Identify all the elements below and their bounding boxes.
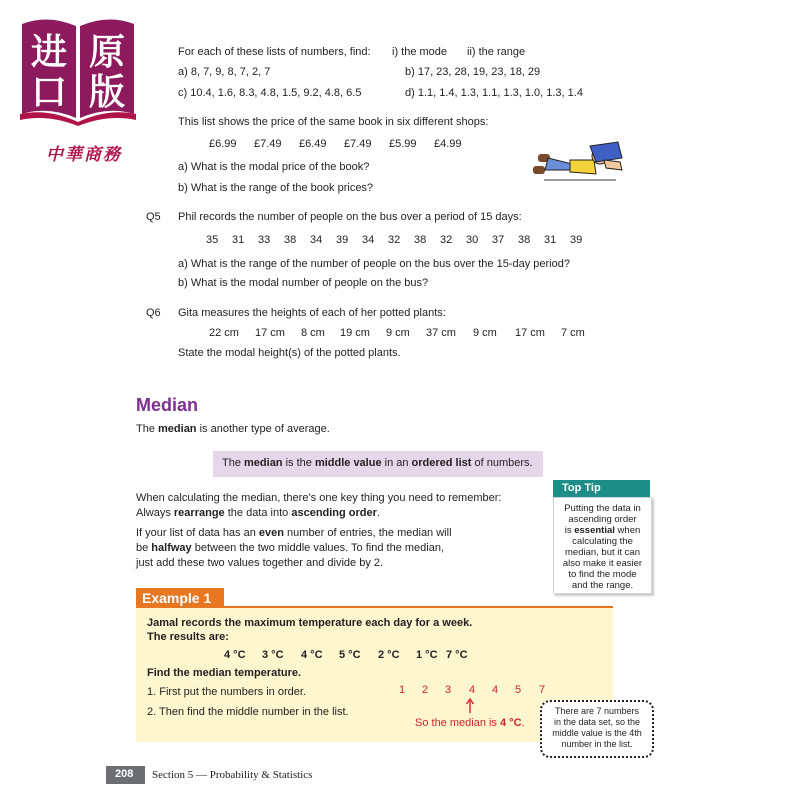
median-para2-line2 — [136, 542, 444, 554]
q6-values — [209, 327, 601, 339]
books-qa: a) What is the modal price of the book? — [178, 161, 370, 173]
value: 38 — [284, 234, 297, 246]
example-note-bubble — [540, 700, 654, 758]
value: 32 — [440, 234, 453, 246]
example-step1: 1. First put the numbers in order. — [147, 686, 306, 698]
text: The — [136, 423, 159, 435]
bold-text: rearrange — [173, 507, 225, 519]
ordered-value: 4 — [492, 684, 499, 696]
example-title: Example 1 — [142, 590, 212, 606]
q5-text: Phil records the number of people on the bus over a period of 15 days: — [178, 211, 522, 223]
example-question-line2: The results are: — [147, 631, 229, 643]
text: in an — [381, 457, 412, 469]
book-prices-list — [209, 138, 479, 150]
median-para1-line2 — [136, 507, 380, 519]
value: 19 cm — [340, 327, 370, 339]
price: £5.99 — [389, 138, 417, 150]
temp: 3 °C — [262, 649, 284, 661]
example-question-line1: Jamal records the maximum temperature each day for a week. — [147, 617, 473, 629]
median-para1-line1: When calculating the median, there’s one key thing you need to remember: — [136, 492, 502, 504]
up-arrow-icon — [465, 698, 475, 714]
note-line: middle value is the 4th — [552, 728, 642, 738]
ordered-value: 3 — [445, 684, 452, 696]
ordered-value: 4 — [469, 684, 476, 696]
text: If your list of data has an — [136, 527, 259, 539]
temp: 7 °C — [446, 649, 468, 661]
q4-part-ii: ii) the range — [467, 46, 526, 58]
note-line: number in the list. — [561, 739, 633, 749]
value: 33 — [258, 234, 271, 246]
ordered-value: 7 — [539, 684, 546, 696]
temp: 2 °C — [378, 649, 400, 661]
price: £6.49 — [299, 138, 327, 150]
books-qb: b) What is the range of the book prices? — [178, 182, 374, 194]
price: £7.49 — [254, 138, 282, 150]
ordered-value: 1 — [399, 684, 406, 696]
bold-text: even — [258, 527, 284, 539]
example-find: Find the median temperature. — [147, 667, 302, 679]
text: be — [136, 542, 152, 554]
tip-line: Putting the data in — [564, 503, 641, 514]
text: . — [521, 717, 525, 729]
tip-line: also make it easier — [562, 558, 643, 569]
note-line: in the data set, so the — [553, 717, 641, 727]
top-tip-header — [553, 480, 650, 497]
value: 37 — [492, 234, 505, 246]
text: is another type of average. — [196, 423, 330, 435]
median-intro — [136, 423, 330, 435]
median-para2-line1 — [136, 527, 452, 539]
q4-c: c) 10.4, 1.6, 8.3, 4.8, 1.5, 9.2, 4.8, 6.5 — [178, 87, 362, 99]
tip-line: calculating the — [572, 536, 633, 547]
q4-part-i: i) the mode — [392, 46, 448, 58]
value: 39 — [570, 234, 583, 246]
q4-a: a) 8, 7, 9, 8, 7, 2, 7 — [178, 66, 271, 78]
q5-number: Q5 — [146, 211, 161, 223]
q5-values — [206, 234, 596, 246]
q6-number: Q6 — [146, 307, 161, 319]
text: when — [614, 525, 641, 536]
svg-text:原: 原 — [88, 32, 126, 73]
median-definition-box — [213, 451, 543, 477]
bold-text: ascending order — [291, 507, 377, 519]
median-definition — [222, 457, 533, 469]
bold-text: median — [158, 423, 197, 435]
q5-qa: a) What is the range of the number of people on the bus over the 15-day period? — [178, 258, 570, 270]
example-step2: 2. Then find the middle number in the list. — [147, 706, 349, 718]
median-para2-line3: just add these two values together and divide by 2. — [136, 557, 384, 569]
text: So the median is — [415, 717, 500, 729]
median-heading: Median — [136, 395, 199, 415]
bold-text: 4 °C — [500, 717, 522, 729]
price: £4.99 — [434, 138, 462, 150]
page-number: 208 — [115, 768, 134, 780]
value: 38 — [518, 234, 531, 246]
price: £6.99 — [209, 138, 237, 150]
value: 8 cm — [301, 327, 325, 339]
text: of numbers. — [471, 457, 533, 469]
q4-b: b) 17, 23, 28, 19, 23, 18, 29 — [405, 66, 541, 78]
top-tip-title: Top Tip — [562, 482, 601, 494]
svg-text:版: 版 — [88, 72, 126, 113]
value: 9 cm — [386, 327, 410, 339]
value: 35 — [206, 234, 219, 246]
bold-text: median — [244, 457, 283, 469]
bold-text: halfway — [151, 542, 192, 554]
books-intro: This list shows the price of the same book in six different shops: — [178, 116, 489, 128]
q6-text: Gita measures the heights of each of her potted plants: — [178, 307, 446, 319]
value: 9 cm — [473, 327, 497, 339]
note-line: There are 7 numbers — [554, 706, 640, 716]
text: The — [222, 457, 245, 469]
q6-state: State the modal height(s) of the potted plants. — [178, 347, 401, 359]
tip-line: to find the mode — [568, 569, 637, 580]
footer-section: Section 5 — Probability & Statistics — [152, 769, 313, 781]
ordered-numbers — [399, 684, 559, 696]
value: 32 — [388, 234, 401, 246]
tip-line: and the range. — [571, 580, 634, 591]
bold-text: essential — [574, 525, 615, 536]
value: 34 — [310, 234, 323, 246]
example-tab — [136, 588, 224, 608]
value: 31 — [544, 234, 557, 246]
tip-line: median, but it can — [565, 547, 640, 558]
reading-character-illustration — [530, 140, 628, 186]
value: 34 — [362, 234, 375, 246]
temp: 1 °C — [416, 649, 438, 661]
bold-text: ordered list — [411, 457, 472, 469]
value: 22 cm — [209, 327, 239, 339]
import-stamp-logo — [18, 14, 138, 126]
ordered-value: 2 — [422, 684, 429, 696]
text: between the two middle values. To find the median, — [191, 542, 444, 554]
temp: 4 °C — [301, 649, 323, 661]
page-number-box — [106, 766, 145, 784]
value: 7 cm — [561, 327, 585, 339]
value: 37 cm — [426, 327, 456, 339]
value: 39 — [336, 234, 349, 246]
temp: 5 °C — [339, 649, 361, 661]
price: £7.49 — [344, 138, 372, 150]
q5-qb: b) What is the modal number of people on the bus? — [178, 277, 429, 289]
text: . — [376, 507, 380, 519]
q4-d: d) 1.1, 1.4, 1.3, 1.1, 1.3, 1.0, 1.3, 1.4 — [405, 87, 583, 99]
text: is — [564, 525, 575, 536]
text: is the — [282, 457, 315, 469]
tip-line: ascending order — [568, 514, 637, 525]
value: 38 — [414, 234, 427, 246]
temp: 4 °C — [224, 649, 246, 661]
ordered-value: 5 — [515, 684, 522, 696]
value: 17 cm — [515, 327, 545, 339]
value: 31 — [232, 234, 245, 246]
tip-line — [554, 525, 651, 536]
text: Always — [136, 507, 174, 519]
bold-text: middle value — [314, 457, 382, 469]
svg-text:进: 进 — [30, 32, 68, 73]
example-answer — [415, 717, 525, 729]
text: number of entries, the median will — [283, 527, 452, 539]
q4-instruction: For each of these lists of numbers, find: — [178, 46, 371, 58]
value: 30 — [466, 234, 479, 246]
stamp-caption: 中華商務 — [46, 145, 122, 165]
svg-text:口: 口 — [30, 72, 68, 113]
top-tip-box — [553, 497, 652, 594]
value: 17 cm — [255, 327, 285, 339]
text: the data into — [224, 507, 292, 519]
example-temps — [224, 649, 484, 661]
